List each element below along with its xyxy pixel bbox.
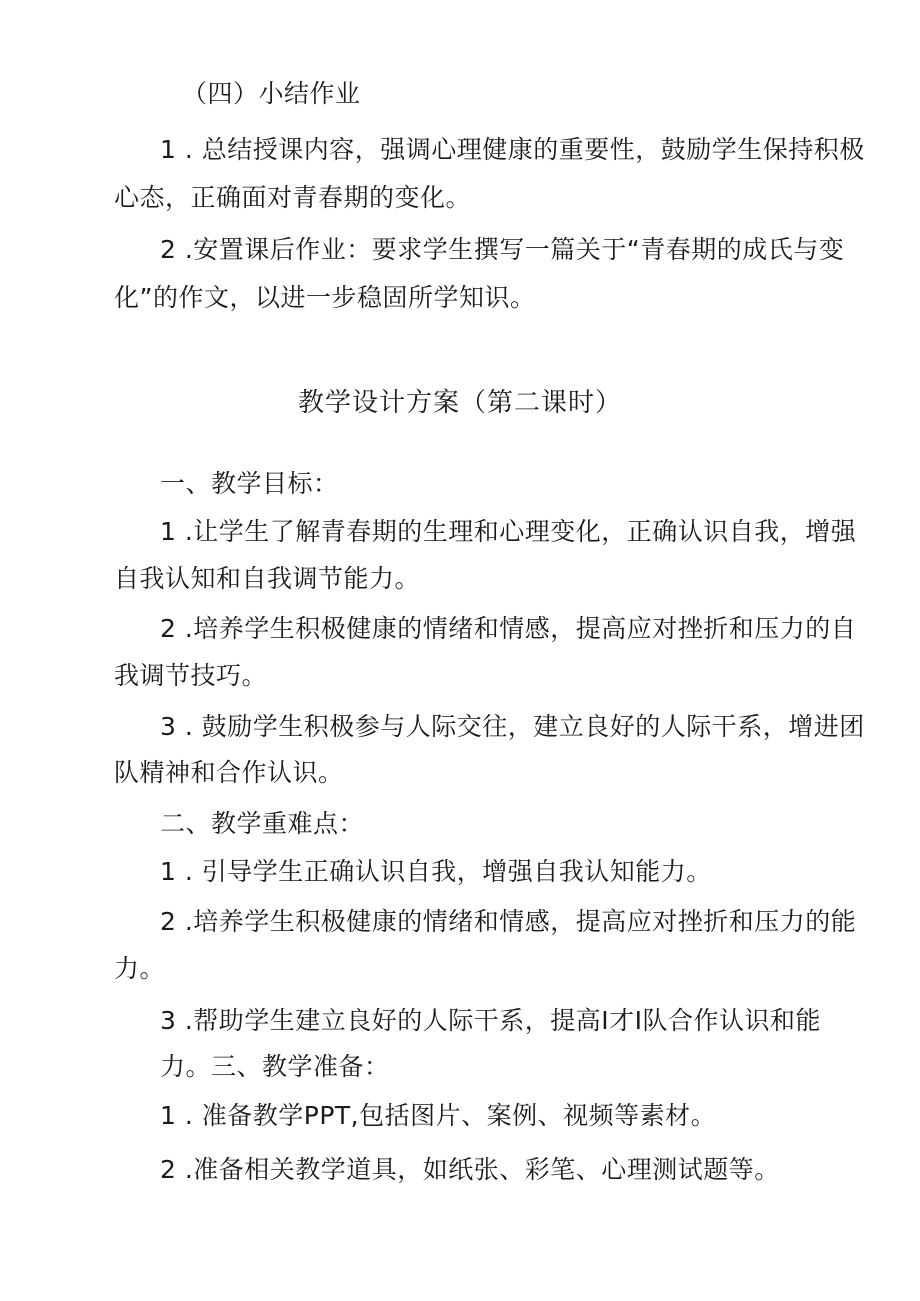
objective-1-line-1: 1 .让学生了解青春期的生理和心理变化，正确认识自我，增强 [160,517,857,546]
key-points-heading: 二、教学重难点： [160,809,365,838]
lesson-title: 教学设计方案（第二课时） [297,388,622,418]
objective-3-line-1: 3 . 鼓励学生积极参与人际交往，建立良好的人际干系，增进团 [160,712,865,741]
key-point-3-line-1: 3 .帮助学生建立良好的人际干系，提高I才I队合作认识和能 [160,1006,822,1035]
objective-3-line-2: 队精神和合作认识。 [114,758,344,787]
summary-heading: （四）小结作业 [182,79,361,108]
objective-2-line-1: 2 .培养学生积极健康的情绪和情感，提高应对挫折和压力的自 [160,614,857,643]
objective-2-line-2: 我调节技巧。 [114,661,268,690]
summary-item-1-line-2: 心态，正确面对青春期的变化。 [114,183,472,212]
summary-item-2-line-2: 化”的作文，以进一步稳固所学知识。 [114,283,536,312]
preparation-item-1: 1 . 准备教学PPT,包括图片、案例、视频等素材。 [160,1101,717,1130]
summary-item-1-line-1: 1 . 总结授课内容，强调心理健康的重要性，鼓励学生保持积极 [160,135,865,164]
key-point-2-line-2: 力。 [114,954,166,983]
summary-item-2-line-1: 2 .安置课后作业：要求学生撰写一篇关于“青春期的成氏与变 [160,235,845,264]
key-point-3-line-2: 力。三、教学准备： [160,1052,390,1081]
key-point-2-line-1: 2 .培养学生积极健康的情绪和情感，提高应对挫折和压力的能 [160,907,857,936]
objective-1-line-2: 自我认知和自我调节能力。 [114,564,421,593]
objectives-heading: 一、教学目标： [160,469,339,498]
preparation-item-2: 2 .准备相关教学道具，如纸张、彩笔、心理测试题等。 [160,1155,780,1184]
key-point-1-line-1: 1 . 引导学生正确认识自我，增强自我认知能力。 [160,857,712,886]
